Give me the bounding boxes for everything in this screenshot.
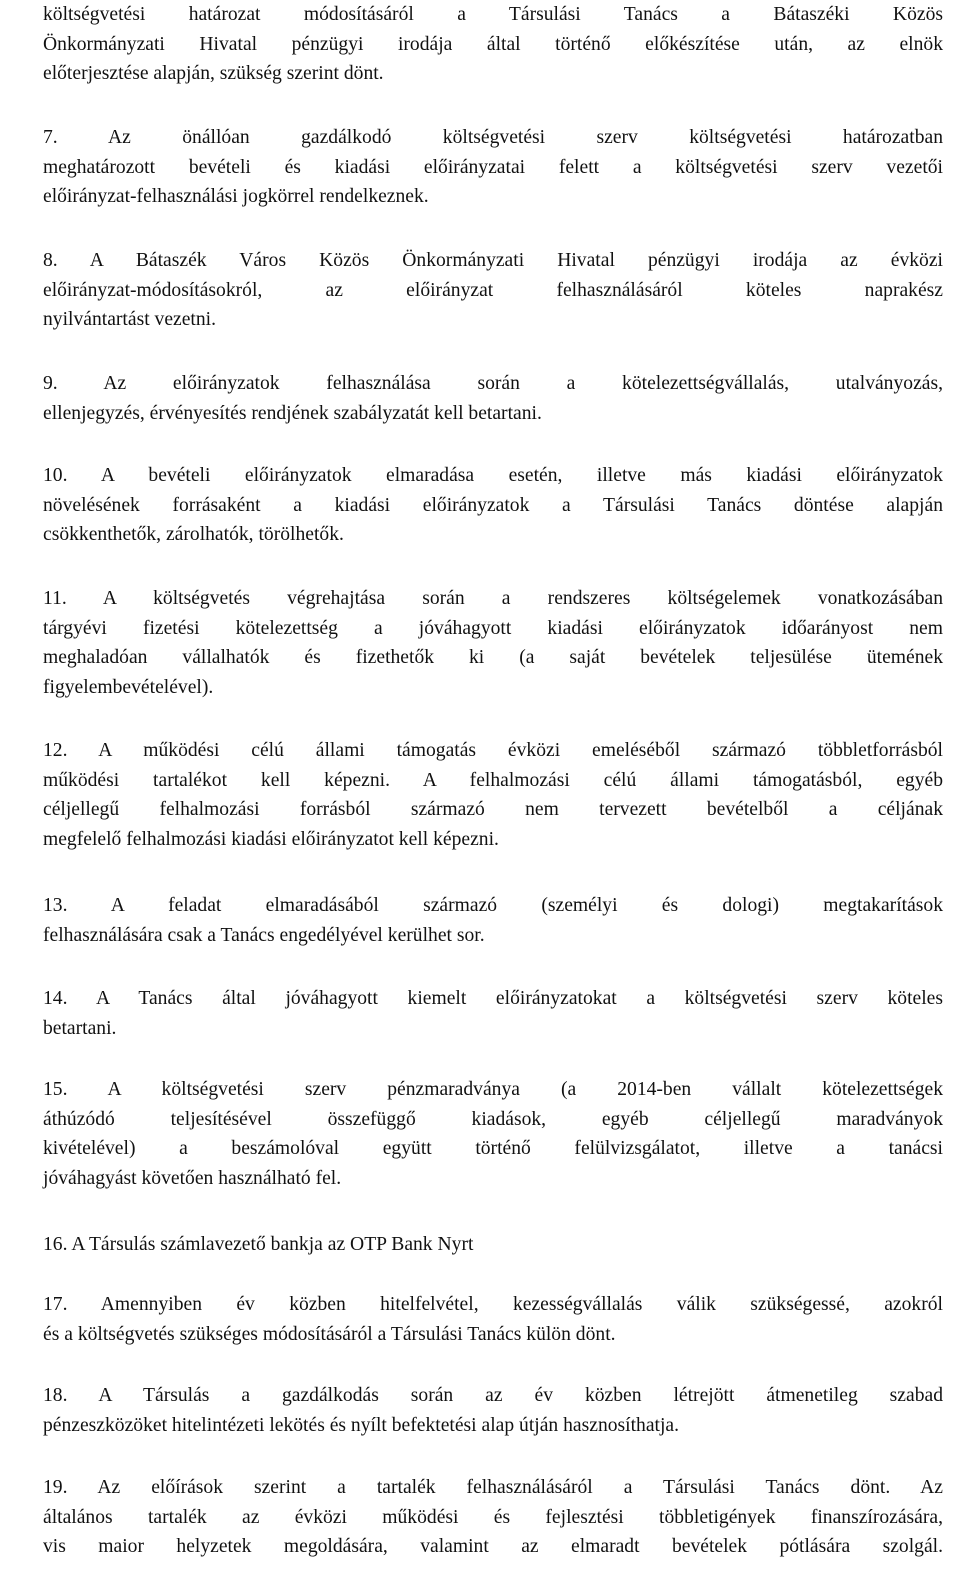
numbered-item-9 bbox=[43, 369, 943, 428]
item-text: A működési célú állami támogatás évközi emeléséből származó többletforrásból bbox=[98, 740, 943, 761]
item-line bbox=[43, 1230, 943, 1260]
item-line: nyilvántartást vezetni. bbox=[43, 309, 217, 330]
numbered-item-16 bbox=[43, 1230, 943, 1260]
item-text: A feladat elmaradásából származó (személyi és dologi) megtakarítások bbox=[110, 895, 943, 916]
item-number: 9. bbox=[43, 373, 58, 394]
item-line: kivételével) a beszámolóval együtt történő felülvizsgálatot, illetve a tanácsi bbox=[43, 1138, 943, 1159]
intro-line: előterjesztése alapján, szükség szerint dönt. bbox=[43, 63, 384, 84]
item-number: 18. bbox=[43, 1385, 68, 1406]
item-line bbox=[43, 369, 943, 399]
item-line bbox=[43, 1290, 943, 1320]
item-line bbox=[43, 1381, 943, 1411]
item-line: csökkenthetők, zárolhatók, törölhetők. bbox=[43, 524, 344, 545]
item-line: figyelembevételével). bbox=[43, 676, 214, 698]
item-line bbox=[43, 1075, 943, 1105]
item-text: A költségvetési szerv pénzmaradványa (a 2014-ben vállalt kötelezettségek bbox=[107, 1079, 943, 1100]
numbered-item-13 bbox=[43, 891, 943, 950]
item-line: vis maior helyzetek megoldására, valamint az elmaradt bevételek pótlására szolgál. bbox=[43, 1536, 943, 1557]
item-number: 13. bbox=[43, 895, 68, 916]
item-number: 12. bbox=[43, 740, 68, 761]
item-line bbox=[43, 584, 943, 614]
intro-paragraph bbox=[43, 0, 943, 89]
item-text: Az önállóan gazdálkodó költségvetési szerv költségvetési határozatban bbox=[108, 127, 943, 148]
numbered-item-11 bbox=[43, 584, 943, 702]
item-number: 16. bbox=[43, 1234, 68, 1255]
item-line: működési tartalékot kell képezni. A felhalmozási célú állami támogatásból, egyéb bbox=[43, 769, 943, 791]
item-line: céljellegű felhalmozási forrásból származó nem tervezett bevételből a céljának bbox=[43, 799, 943, 820]
item-text: Az előírások szerint a tartalék felhasználásáról a Társulási Tanács dönt. Az bbox=[97, 1477, 943, 1498]
numbered-item-12 bbox=[43, 736, 943, 854]
numbered-item-15 bbox=[43, 1075, 943, 1193]
item-line: meghaladóan vállalhatók és fizethetők ki (a saját bevételek teljesülése ütemének bbox=[43, 647, 943, 668]
item-line bbox=[43, 984, 943, 1014]
numbered-item-19 bbox=[43, 1473, 943, 1562]
item-number: 17. bbox=[43, 1294, 68, 1315]
numbered-item-17 bbox=[43, 1290, 943, 1349]
item-text: A Tanács által jóváhagyott kiemelt előirányzatokat a költségvetési szerv köteles bbox=[96, 988, 943, 1009]
item-number: 10. bbox=[43, 465, 68, 486]
item-line bbox=[43, 736, 943, 766]
item-text: A bevételi előirányzatok elmaradása esetén, illetve más kiadási előirányzatok bbox=[100, 465, 943, 486]
item-line: növelésének forrásaként a kiadási előirányzatok a Társulási Tanács döntése alapján bbox=[43, 494, 943, 516]
item-line bbox=[43, 461, 943, 491]
item-line: általános tartalék az évközi működési és fejlesztési többletigények finanszírozására, bbox=[43, 1506, 943, 1528]
item-number: 11. bbox=[43, 588, 67, 609]
numbered-item-14 bbox=[43, 984, 943, 1043]
item-line: előirányzat-felhasználási jogkörrel rendelkeznek. bbox=[43, 186, 429, 207]
item-number: 7. bbox=[43, 127, 58, 148]
item-number: 14. bbox=[43, 988, 68, 1009]
item-text: Az előirányzatok felhasználása során a kötelezettségvállalás, utalványozás, bbox=[103, 373, 943, 394]
item-line: előirányzat-módosításokról, az előirányzat felhasználásáról köteles naprakész bbox=[43, 279, 943, 301]
numbered-item-10 bbox=[43, 461, 943, 550]
numbered-item-7 bbox=[43, 123, 943, 212]
item-number: 19. bbox=[43, 1477, 68, 1498]
item-line: felhasználására csak a Tanács engedélyével kerülhet sor. bbox=[43, 924, 485, 946]
item-number: 15. bbox=[43, 1079, 68, 1100]
item-number: 8. bbox=[43, 250, 58, 271]
item-line: és a költségvetés szükséges módosításáról a Társulási Tanács külön dönt. bbox=[43, 1323, 616, 1345]
item-line bbox=[43, 123, 943, 153]
item-line: ellenjegyzés, érvényesítés rendjének szabályzatát kell betartani. bbox=[43, 402, 542, 424]
item-text: A Bátaszék Város Közös Önkormányzati Hivatal pénzügyi irodája az évközi bbox=[89, 250, 943, 271]
item-line: jóváhagyást követően használható fel. bbox=[43, 1167, 342, 1189]
item-text: Amennyiben év közben hitelfelvétel, kezességvállalás válik szükségessé, azokról bbox=[100, 1294, 943, 1315]
item-line: áthúzódó teljesítésével összefüggő kiadások, egyéb céljellegű maradványok bbox=[43, 1108, 943, 1130]
item-line: pénzeszközöket hitelintézeti lekötés és nyílt befektetési alap útján hasznosíthatja. bbox=[43, 1414, 680, 1436]
intro-line: Önkormányzati Hivatal pénzügyi irodája által történő előkészítése után, az elnök bbox=[43, 33, 943, 55]
numbered-item-18 bbox=[43, 1381, 943, 1440]
item-text: A Társulás a gazdálkodás során az év közben létrejött átmenetileg szabad bbox=[98, 1385, 943, 1406]
item-line: betartani. bbox=[43, 1017, 117, 1039]
item-line bbox=[43, 1473, 943, 1503]
item-line: tárgyévi fizetési kötelezettség a jóváhagyott kiadási előirányzatok időarányost nem bbox=[43, 617, 943, 639]
item-line: meghatározott bevételi és kiadási előirányzatai felett a költségvetési szerv vezetői bbox=[43, 156, 943, 178]
intro-line: költségvetési határozat módosításáról a Társulási Tanács a Bátaszéki Közös bbox=[43, 4, 943, 25]
item-line bbox=[43, 891, 943, 921]
item-line bbox=[43, 246, 943, 276]
item-text: A költségvetés végrehajtása során a rendszeres költségelemek vonatkozásában bbox=[102, 588, 943, 609]
item-line: megfelelő felhalmozási kiadási előirányzatot kell képezni. bbox=[43, 828, 499, 850]
item-text: A Társulás számlavezető bankja az OTP Bank Nyrt bbox=[71, 1234, 474, 1255]
numbered-item-8 bbox=[43, 246, 943, 335]
